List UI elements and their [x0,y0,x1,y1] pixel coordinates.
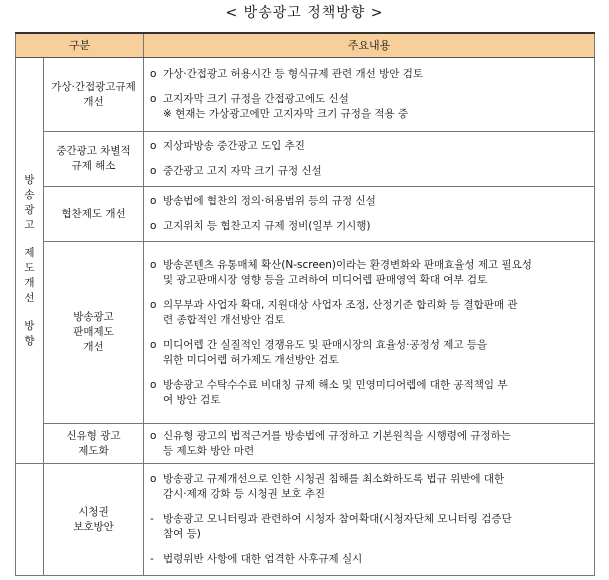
list-item: o 가상·간접광고 허용시간 등 형식규제 관련 개선 방안 검토 [150,68,424,80]
header-category: 구분 [16,33,144,58]
row-content [144,187,595,242]
policy-table-wrapper [15,32,594,580]
side-label-char: 선 [24,291,35,304]
list-item: o 방송광고 수탁수수료 비대칭 규제 해소 및 민영미디어렙에 대한 공적책임 부 여 방안 검토 [150,378,508,406]
side-label-char: 도 [24,261,35,274]
side-label-char: 방 [24,319,35,332]
list-item: o 방송법에 협찬의 정의·허용범위 등의 규정 신설 [150,195,376,207]
page-title: < 방송광고 정책방향 > [225,5,384,21]
list-item: o 방송광고 규제개선으로 인한 시청권 침해를 최소화하도록 법규 위반에 대한 감시·제재 강화 등 시청권 보호 추진 [150,473,505,500]
side-label [16,58,44,464]
row-content [144,58,595,132]
row-category: 신유형 광고 제도화 [44,424,144,464]
row-category: 중간광고 차별적 규제 해소 [44,132,144,187]
side-empty [16,464,44,576]
table-row [16,58,595,132]
side-label-char: 고 [24,218,35,231]
header-content: 주요내용 [144,33,595,58]
row-content [144,242,595,424]
side-label-char: 광 [24,203,35,216]
side-label-char: 향 [24,334,35,347]
list-item: o 방송콘텐츠 유통매체 확산(N-screen)이라는 환경변화와 판매효율성 제고 필요성 및 광고판매시장 영향 등을 고려하여 미디어렙 판매영역 확대 여부 검토 [150,258,532,286]
row-category: 방송광고 판매제도 개선 [44,242,144,424]
table-row [16,424,595,464]
list-item: o 고지자막 크기 규정을 간접광고에도 신설 [150,93,349,105]
list-item: o 미디어렙 간 실질적인 경쟁유도 및 판매시장의 효율성·공정성 제고 등을 위한 미디어렙 허가제도 개선방안 검토 [150,338,488,366]
list-item: o 지상파방송 중간광고 도입 추진 [150,140,305,152]
side-label-char: 개 [24,276,35,289]
table-row [16,187,595,242]
list-item: o 의무부과 사업자 확대, 지원대상 사업자 조정, 산정기준 합리화 등 결합판매 관 련 종합적인 개선방안 검토 [150,298,518,326]
list-item: - 법령위반 사항에 대한 엄격한 사후규제 실시 [150,553,363,565]
row-content [144,132,595,187]
list-item: o 중간광고 고지 자막 크기 규정 신설 [150,165,322,177]
list-item: o 고지위치 등 협찬고지 규제 정비(일부 기시행) [150,220,371,232]
table-row [16,464,595,576]
row-category: 가상·간접광고규제 개선 [44,58,144,132]
row-content [144,464,595,576]
row-category: 협찬제도 개선 [44,187,144,242]
side-label-char: 송 [24,188,35,201]
row-category: 시청권 보호방안 [44,464,144,576]
table-header-row [16,33,595,58]
list-item: - 방송광고 모니터링과 관련하여 시청자 참여확대(시청자단체 모니터링 검증단 참여 등) [150,513,512,540]
side-label-char: 방 [24,173,35,186]
policy-table [15,32,595,576]
list-item: o 신유형 광고의 법적근거를 방송법에 규정하고 기본원칙을 시행령에 규정하는 등 제도화 방안 마련 [150,429,511,457]
note-item: ※ 현재는 가상광고에만 고지자막 크기 규정을 적용 중 [163,108,409,120]
side-label-char: 제 [24,246,35,259]
row-content [144,424,595,464]
table-row [16,132,595,187]
table-row [16,242,595,424]
